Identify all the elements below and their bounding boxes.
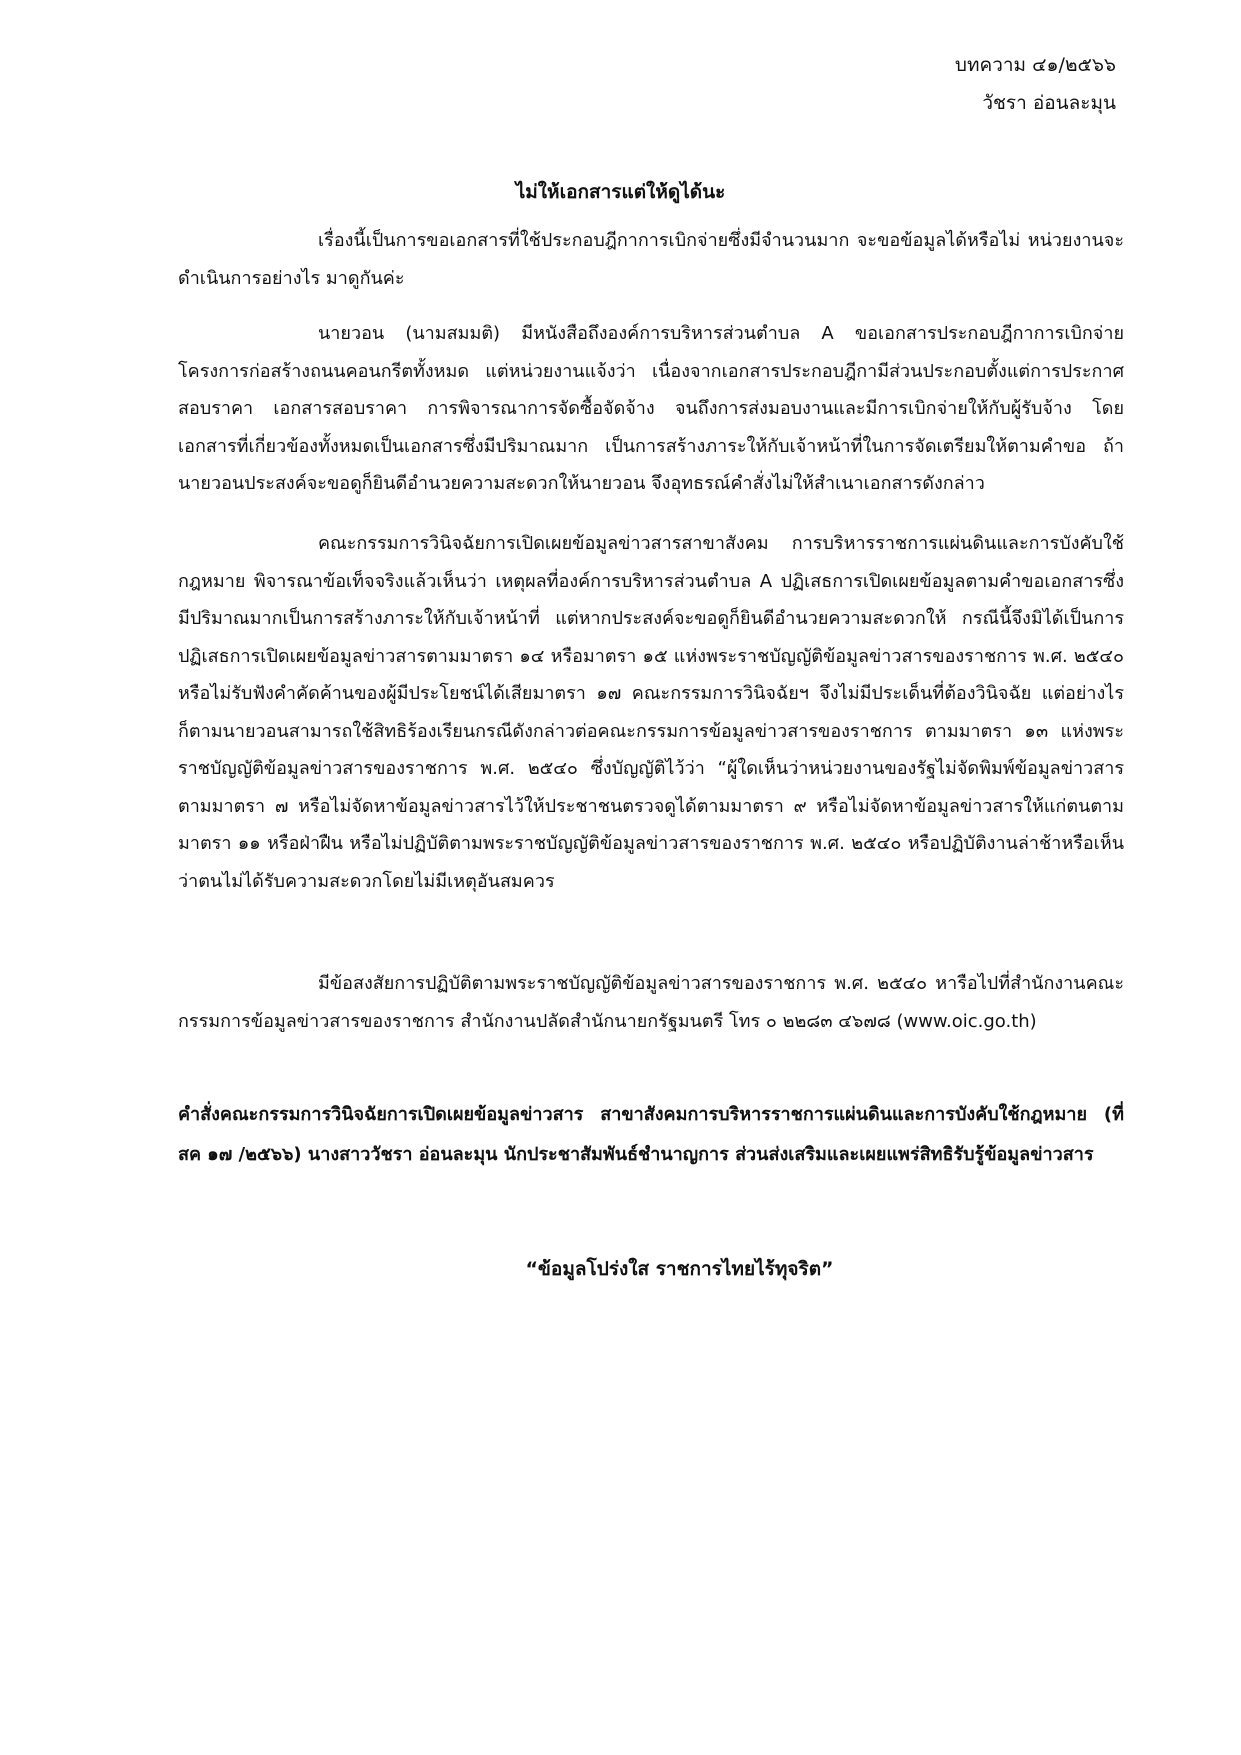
paragraph-ruling: คณะกรรมการวินิจฉัยการเปิดเผยข้อมูลข่าวสารสาขาสังคม การบริหารราชการแผ่นดินและการบังคับใช้กฎหมาย พิจารณาข้อเท็จจริงแล้วเห็นว่า เหตุผลที่องค์การบริหารส่วนตำบล A ปฏิเสธการเปิดเผยข้อมูลตามคำขอเอกสารซึ่งมีปริมาณมากเป็นการสร้างภาระให้กับเจ้าหน้าที่ แต่หากประสงค์จะขอดูก็ยินดีอำนวยความสะดวกให้ กรณีนี้จึงมิได้เป็นการปฏิเสธการเปิดเผยข้อมูลข่าวสารตามมาตรา ๑๔ หรือมาตรา ๑๕ แห่งพระราชบัญญัติข้อมูลข่าวสารของราชการ พ.ศ. ๒๕๔๐ หรือไม่รับฟังคำคัดค้านของผู้มีประโยชน์ได้เสียมาตรา ๑๗ คณะกรรมการวินิจฉัยฯ จึงไม่มีประเด็นที่ต้องวินิจฉัย แต่อย่างไรก็ตามนายวอนสามารถใช้สิทธิร้องเรียนกรณีดังกล่าวต่อคณะกรรมการข้อมูลข่าวสารของราชการ ตามมาตรา ๑๓ แห่งพระราชบัญญัติข้อมูลข่าวสารของราชการ พ.ศ. ๒๕๔๐ ซึ่งบัญญัติไว้ว่า “ผู้ใดเห็นว่าหน่วยงานของรัฐไม่จัดพิมพ์ข้อมูลข่าวสารตามมาตรา ๗ หรือไม่จัดหาข้อมูลข่าวสารไว้ให้ประชาชนตรวจดูได้ตามมาตรา ๙ หรือไม่จัดหาข้อมูลข่าวสารให้แก่ตนตามมาตรา ๑๑ หรือฝ่าฝืน หรือไม่ปฏิบัติตามพระราชบัญญัติข้อมูลข่าวสารของราชการ พ.ศ. ๒๕๔๐ หรือปฏิบัติงานล่าช้าหรือเห็นว่าตนไม่ได้รับความสะดวกโดยไม่มีเหตุอันสมควร <box>178 533 1124 892</box>
paragraph-intro: เรื่องนี้เป็นการขอเอกสารที่ใช้ประกอบฎีกาการเบิกจ่ายซึ่งมีจำนวนมาก จะขอข้อมูลได้หรือไม่ หน่วยงานจะดำเนินการอย่างไร มาดูกันค่ะ <box>178 230 1124 289</box>
article-number: บทความ ๔๑/๒๕๖๖ <box>954 54 1116 76</box>
article-header <box>955 46 1116 122</box>
author-name: วัชรา อ่อนละมุน <box>982 92 1116 114</box>
paragraph-case: นายวอน (นามสมมติ) มีหนังสือถึงองค์การบริหารส่วนตำบล A ขอเอกสารประกอบฎีกาการเบิกจ่ายโครงการก่อสร้างถนนคอนกรีตทั้งหมด แต่หน่วยงานแจ้งว่า เนื่องจากเอกสารประกอบฎีกามีส่วนประกอบตั้งแต่การประกาศสอบราคา เอกสารสอบราคา การพิจารณาการจัดซื้อจัดจ้าง จนถึงการส่งมอบงานและมีการเบิกจ่ายให้กับผู้รับจ้าง โดยเอกสารที่เกี่ยวข้องทั้งหมดเป็นเอกสารซึ่งมีปริมาณมาก เป็นการสร้างภาระให้กับเจ้าหน้าที่ในการจัดเตรียมให้ตามคำขอ ถ้านายวอนประสงค์จะขอดูก็ยินดีอำนวยความสะดวกให้นายวอน จึงอุทธรณ์คำสั่งไม่ให้สำเนาเอกสารดังกล่าว <box>178 323 1124 494</box>
paragraph-contact: มีข้อสงสัยการปฏิบัติตามพระราชบัญญัติข้อมูลข่าวสารของราชการ พ.ศ. ๒๕๔๐ หารือไปที่สำนักงานคณะกรรมการข้อมูลข่าวสารของราชการ สำนักงานปลัดสำนักนายกรัฐมนตรี โทร ๐ ๒๒๘๓ ๔๖๗๘ (www.oic.go.th) <box>178 973 1124 1032</box>
decision-reference: คำสั่งคณะกรรมการวินิจฉัยการเปิดเผยข้อมูลข่าวสาร สาขาสังคมการบริหารราชการแผ่นดินและการบังคับใช้กฎหมาย (ที่ สค ๑๗ /๒๕๖๖) นางสาววัชรา อ่อนละมุน นักประชาสัมพันธ์ชำนาญการ ส่วนส่งเสริมและเผยแพร่สิทธิรับรู้ข้อมูลข่าวสาร <box>178 1104 1124 1165</box>
slogan: “ข้อมูลโปร่งใส ราชการไทยไร้ทุจริต” <box>525 1258 834 1280</box>
article-title: ไม่ให้เอกสารแต่ให้ดูได้นะ <box>515 181 726 203</box>
